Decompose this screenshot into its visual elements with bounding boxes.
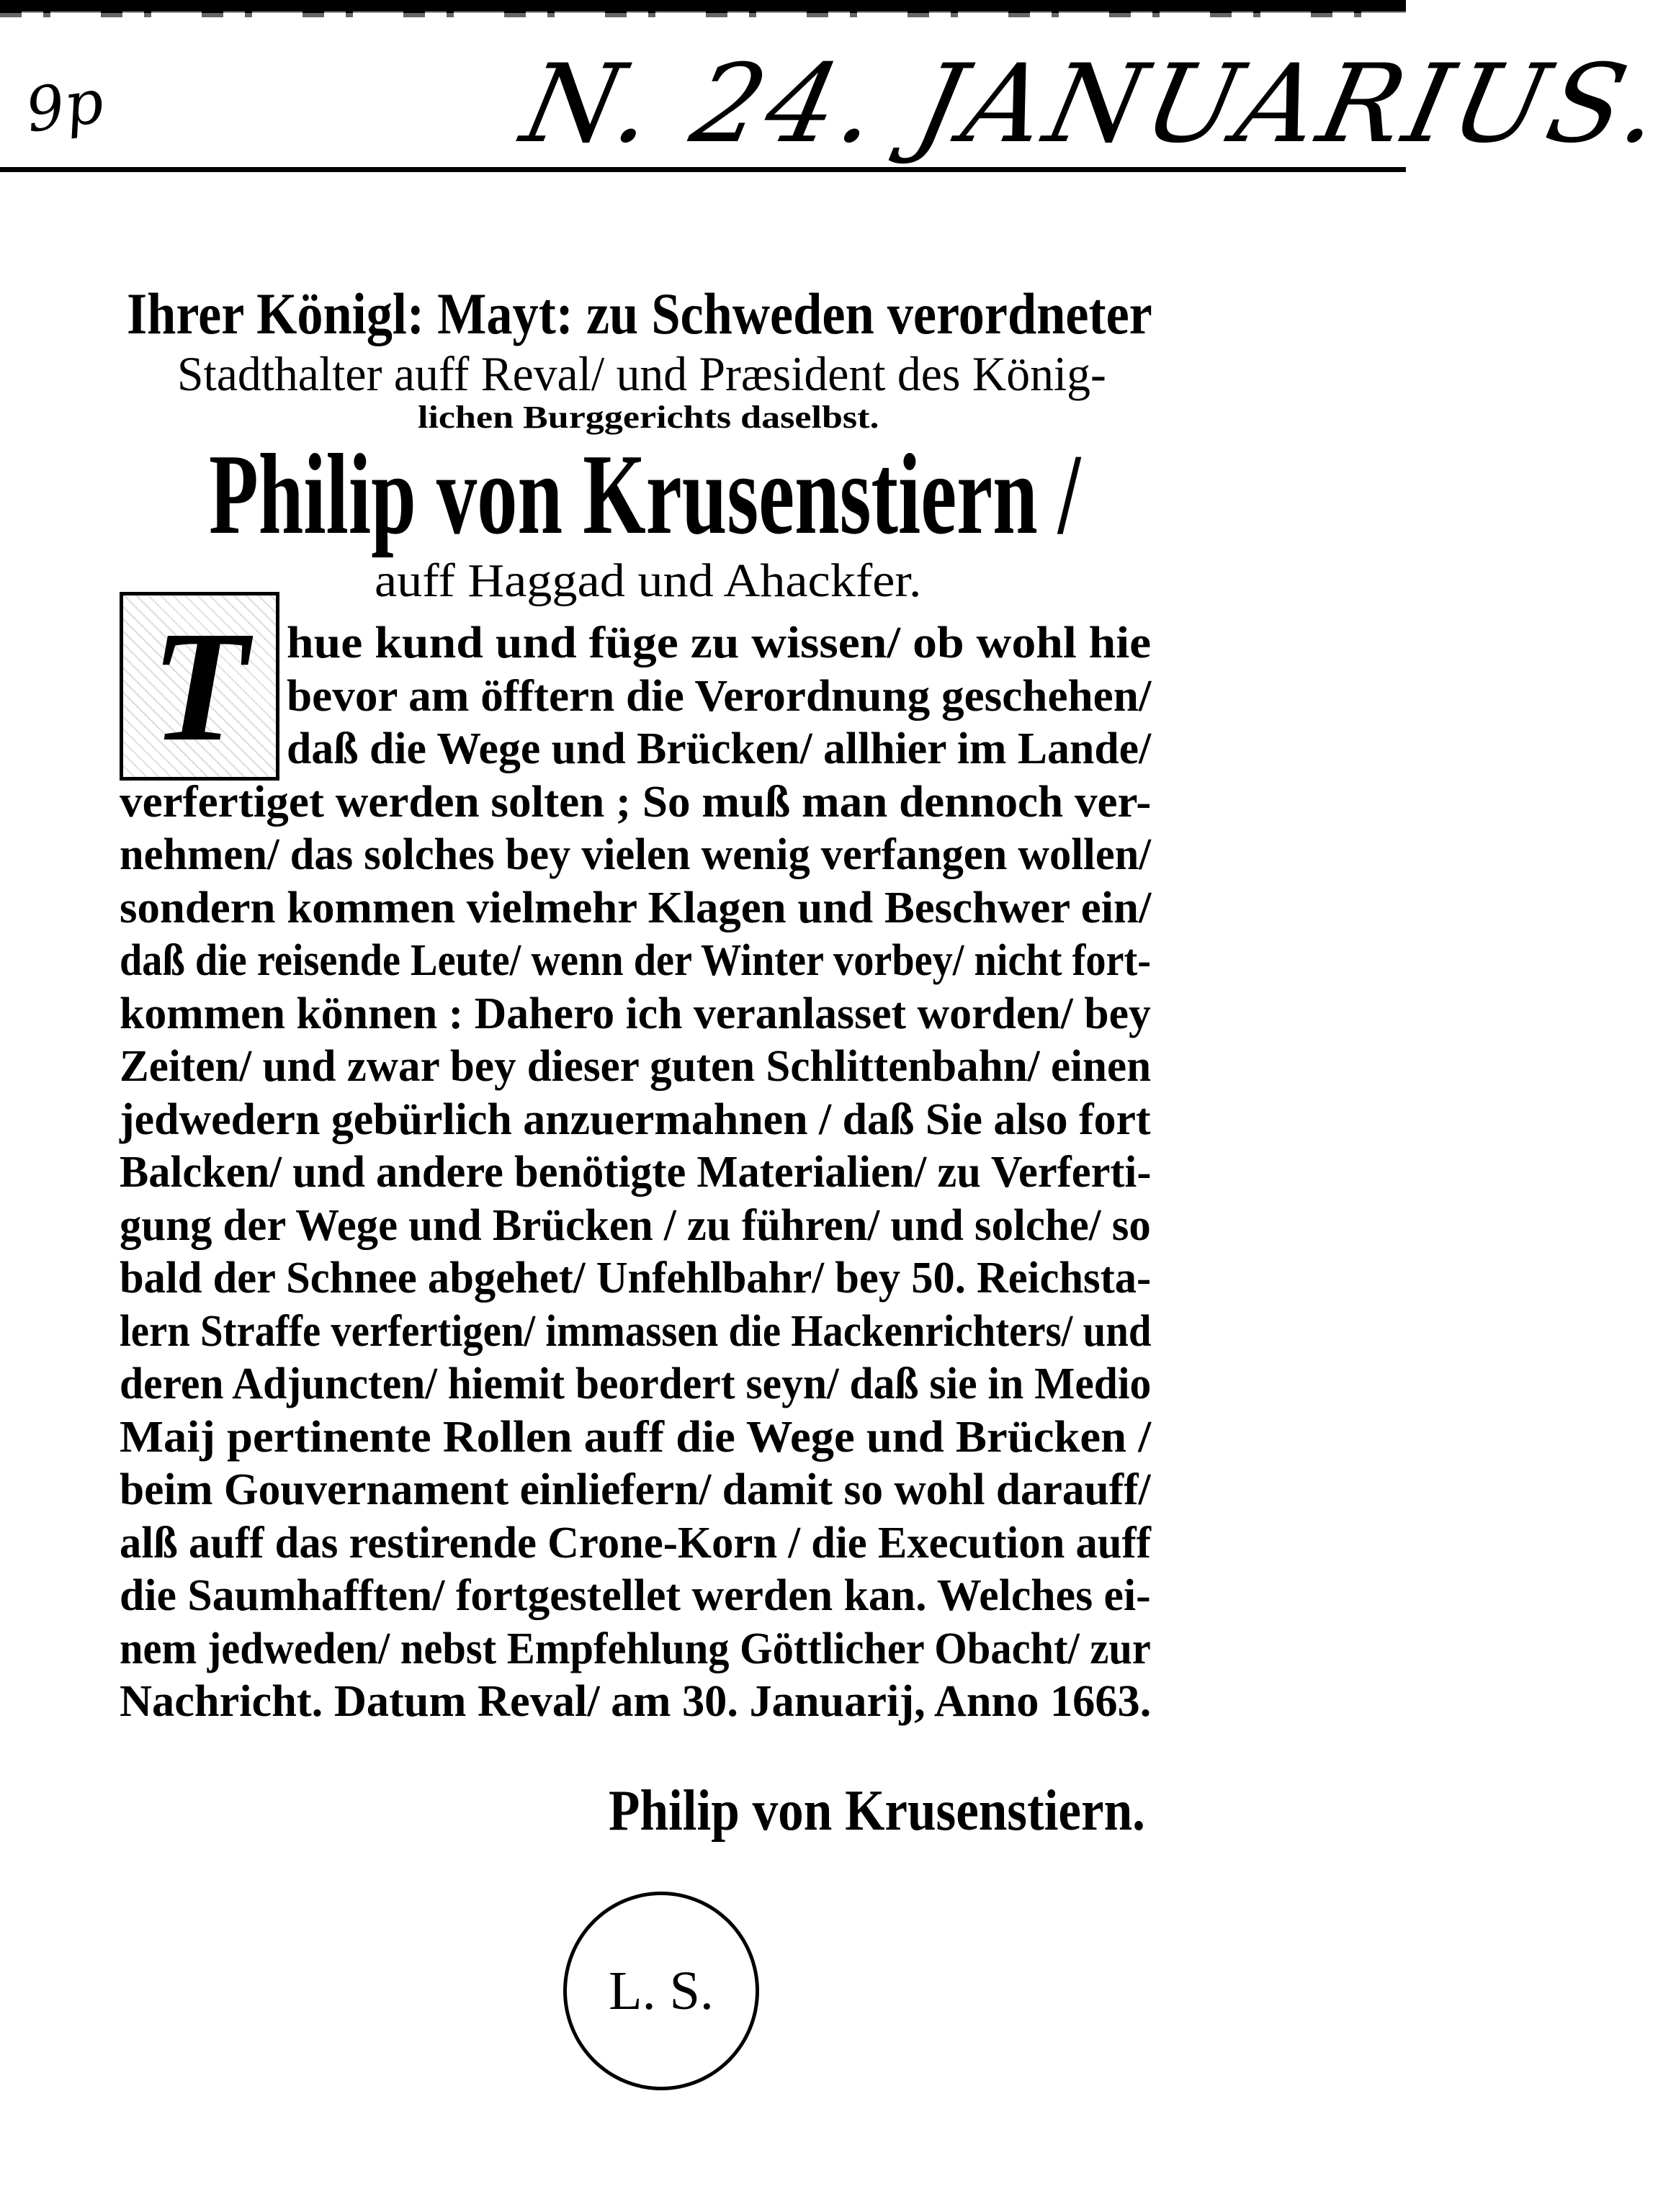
- body-line: [287, 724, 1152, 774]
- body-line-text: Balcken/ und andere benötigte Materialien/ zu Verferti-: [120, 1148, 1152, 1197]
- body-line-text: kommen können : Dahero ich veranlasset worden/ bey: [120, 989, 1151, 1038]
- handwritten-title: N. 24. JANUARIUS.: [512, 42, 1676, 167]
- heading-line-2: [177, 346, 1106, 401]
- body-line-text: bevor am öfftern die Verordnung geschehen/: [287, 671, 1152, 721]
- body-line: [120, 1624, 1151, 1674]
- body-line: [120, 832, 1151, 880]
- heading-line-3: [418, 402, 879, 433]
- body-line: [120, 777, 1152, 827]
- body-line: [120, 1573, 1151, 1621]
- body-line: [120, 1412, 1152, 1462]
- body-line: [120, 1679, 1151, 1727]
- body-line-text: daß die reisende Leute/ wenn der Winter vorbey/ nicht fort-: [120, 936, 1151, 985]
- body-line-text: Zeiten/ und zwar bey dieser guten Schlittenbahn/ einen: [120, 1042, 1152, 1091]
- body-line: [120, 1359, 1152, 1409]
- body-line-text: nem jedweden/ nebst Empfehlung Göttlicher Obacht/ zur: [120, 1624, 1151, 1673]
- body-line-text: nehmen/ das solches bey vielen wenig verfangen wollen/: [120, 830, 1152, 879]
- body-line: [120, 1306, 1152, 1357]
- scan-torn-edge: [0, 12, 1406, 17]
- body-line: [120, 1200, 1151, 1251]
- issuer-estates: [375, 554, 922, 607]
- body-line-text: bald der Schnee abgehet/ Unfehlbahr/ bey 50. Reichsta-: [120, 1254, 1152, 1303]
- issuer-name-text: Philip von Krusenstiern /: [209, 430, 1081, 558]
- heading-line-1: [127, 281, 1152, 346]
- body-line: [120, 989, 1151, 1039]
- body-line-text: lern Straffe verfertigen/ immassen die Hackenrichters/ und: [120, 1306, 1152, 1356]
- heading-text: Ihrer Königl: Mayt: zu Schweden verordneter: [127, 281, 1152, 346]
- body-line-text: alß auff das restirende Crone-Korn / die Execution auff: [120, 1518, 1151, 1568]
- body-line: [120, 883, 1152, 933]
- body-line-text: hue kund und füge zu wissen/ ob wohl hie: [287, 619, 1152, 667]
- ornamental-dropcap: T: [120, 592, 279, 781]
- body-line: [120, 938, 1151, 986]
- body-line-text: sondern kommen vielmehr Klagen und Beschwer ein/: [120, 883, 1152, 932]
- body-line: [287, 671, 1152, 721]
- body-line-text: beim Gouvernament einliefern/ damit so wohl darauff/: [120, 1465, 1151, 1514]
- body-line-text: die Saumhafften/ fortgestellet werden kan. Welches ei-: [120, 1571, 1151, 1620]
- body-line: [120, 1150, 1151, 1197]
- body-line: [120, 1256, 1151, 1303]
- issuer-estates-text: auff Haggad und Ahackfer.: [375, 554, 922, 607]
- seal-locus-sigilli: L. S.: [563, 1892, 759, 2090]
- issuer-name: [209, 430, 1081, 558]
- body-line-text: Nachricht. Datum Reval/ am 30. Januarij, Anno 1663.: [120, 1677, 1152, 1726]
- body-line-text: daß die Wege und Brücken/ allhier im Lande/: [287, 724, 1152, 773]
- heading-text: Stadthalter auff Reval/ und Præsident des König-: [177, 346, 1106, 401]
- body-line-text: Maij pertinente Rollen auff die Wege und Brücken /: [120, 1412, 1152, 1462]
- signature-text: Philip von Krusenstiern.: [609, 1779, 1145, 1843]
- body-line: [120, 1467, 1151, 1515]
- body-line-text: jedwedern gebürlich anzuermahnen / daß Sie also fort: [120, 1094, 1151, 1144]
- body-line: [120, 1044, 1151, 1092]
- body-line-text: verfertiget werden solten ; So muß man dennoch ver-: [120, 777, 1152, 827]
- body-line: [287, 621, 1151, 668]
- body-line: [120, 1518, 1151, 1568]
- body-line: [120, 1094, 1151, 1145]
- header-rule: [0, 167, 1406, 172]
- body-line-text: deren Adjuncten/ hiemit beordert seyn/ daß sie in Medio: [120, 1359, 1152, 1408]
- heading-text: lichen Burggerichts daselbst.: [418, 400, 879, 435]
- signature: [609, 1779, 1145, 1843]
- folio-annotation: 9p: [21, 66, 108, 146]
- body-line-text: gung der Wege und Brücken / zu führen/ und solche/ so: [120, 1200, 1151, 1250]
